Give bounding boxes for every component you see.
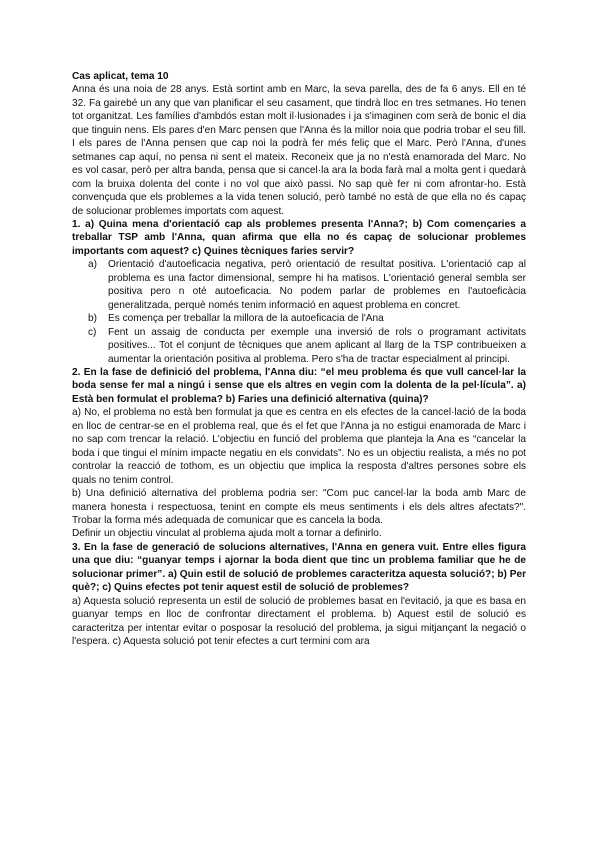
answer-1a-marker: a) bbox=[88, 259, 97, 271]
answer-1a-text: Orientació d'autoeficacia negativa, però orientació de resultat positiva. L'orientació cap al problema es una factor dimensional, sempre hi ha matisos. L'orientació general sembla ser positiva pero n oté autoeficacia. No podem parlar de problemes en l'autoeficàcia generalitzada, perquè només tenim informació en aquest problema en concret. bbox=[108, 259, 526, 311]
answer-1b-text: Es comença per treballar la millora de la autoeficacia de l'Ana bbox=[108, 313, 384, 325]
document-page bbox=[72, 70, 526, 648]
answer-1c-marker: c) bbox=[88, 326, 97, 338]
question-3: 3. En la fase de generació de solucions alternatives, l'Anna en genera vuit. Entre elles figura una que diu: “guanyar temps i ajornar la boda dient que tinc un problema familiar que he de solucionar primer”. a) Quin estil de solució de problemes caracteritza aquesta solució?; b) Per què?; c) Quins efectes pot tenir aquest estil de solució de problemes? bbox=[72, 541, 526, 594]
answer-1b-marker: b) bbox=[88, 313, 97, 325]
answer-2b: b) Una definició alternativa del problema podria ser: "Com puc cancel·lar la boda amb Marc de manera honesta i respectuosa, tenint en compte els meus sentiments i els dels altres afectats?". Trobar la forma més adequada de comunicar que es cancela la boda. bbox=[72, 488, 526, 526]
case-intro-paragraph: Anna és una noia de 28 anys. Està sortint amb en Marc, la seva parella, des de fa 6 anys. Ell en té 32. Fa gairebé un any que van planificar el seu casament, que tindrà lloc en tres setmanes. Ho tenen tot organitzat. Les famílies d'ambdós estan molt il·lusionades i ja s'imaginen com serà de bonic el dia que tinguin nens. Els pares d'en Marc pensen que l'Anna és la millor noia que podria trobar el seu fill. I els pares de l'Anna pensen que cap noi la podrà fer més feliç que el Marc. Però l'Anna, d'unes setmanes cap aquí, no pensa ni sent el mateix. Reconeix que ja no n'està enamorada del Marc. No es vol casar, però per altra banda, pensa que si cancel·la ara la boda farà mal a molta gent i quedarà com la bruixa dolenta del conte i no vol que això passi. No sap què fer ni com afrontar-ho. Està convençuda que els problemes a la vida tenen solució, però també no està de que ella no és capaç de solucionar problemes importats com aquest. bbox=[72, 84, 526, 217]
answer-1c-text: Fent un assaig de conducta per exemple una inversió de rols o programant activitats positives... Tot el conjunt de tècniques que anem aplicant al llarg de la TSP contribueixen a aumentar la orientación positiva al problema. Pero s'ha de tractar especialment al principi. bbox=[108, 326, 526, 365]
document-title: Cas aplicat, tema 10 bbox=[72, 71, 169, 82]
question-1-answers bbox=[72, 258, 526, 366]
answer-1c bbox=[72, 326, 526, 366]
answer-2a: a) No, el problema no està ben formulat ja que es centra en els efectes de la cancel·lació de la boda en lloc de centrar-se en el problema real, que és el fet que l'Anna ja no estigui enamorada de Marc i no sap com trencar la relació. L'objectiu en funció del problema que planteja la Ana es “cancelar la boda i que tingui el mínim impacte negatiu en els convidats”. No es un objectiu realista, a més no pot controlar la reacció de tothom, es un objectiu que implica la resposta d'altres persones sobre els quals no tenim control. bbox=[72, 407, 526, 486]
answer-2-note: Definir un objectiu vinculat al problema ajuda molt a tornar a definirlo. bbox=[72, 528, 382, 540]
answer-1a bbox=[72, 258, 526, 312]
answer-3: a) Aquesta solució representa un estil de solució de problemes basat en l'evitació, ja que es basa en guanyar temps en lloc de confrontar directament el problema. b) Aquest estil de solució es caracteritza per intentar evitar o posposar la resolució del problema, ja sigui mitjançant la negació o l'espera. c) Aquesta solució pot tenir efectes a curt termini com ara bbox=[72, 595, 526, 648]
question-1: 1. a) Quina mena d'orientació cap als problemes presenta l'Anna?; b) Com començaries a treballar TSP amb l'Anna, quan afirma que ella no és capaç de solucionar problemes importants com aquest? c) Quines tècniques faries servir? bbox=[72, 218, 526, 257]
question-2: 2. En la fase de definició del problema, l'Anna diu: “el meu problema és que vull cancel·lar la boda sense fer mal a ningú i sense que els altres en vegin com la dolenta de la pel·lícula”. a) Està ben formulat el problema? b) Faries una definició alternativa (quina)? bbox=[72, 366, 526, 405]
answer-1b bbox=[72, 312, 526, 325]
